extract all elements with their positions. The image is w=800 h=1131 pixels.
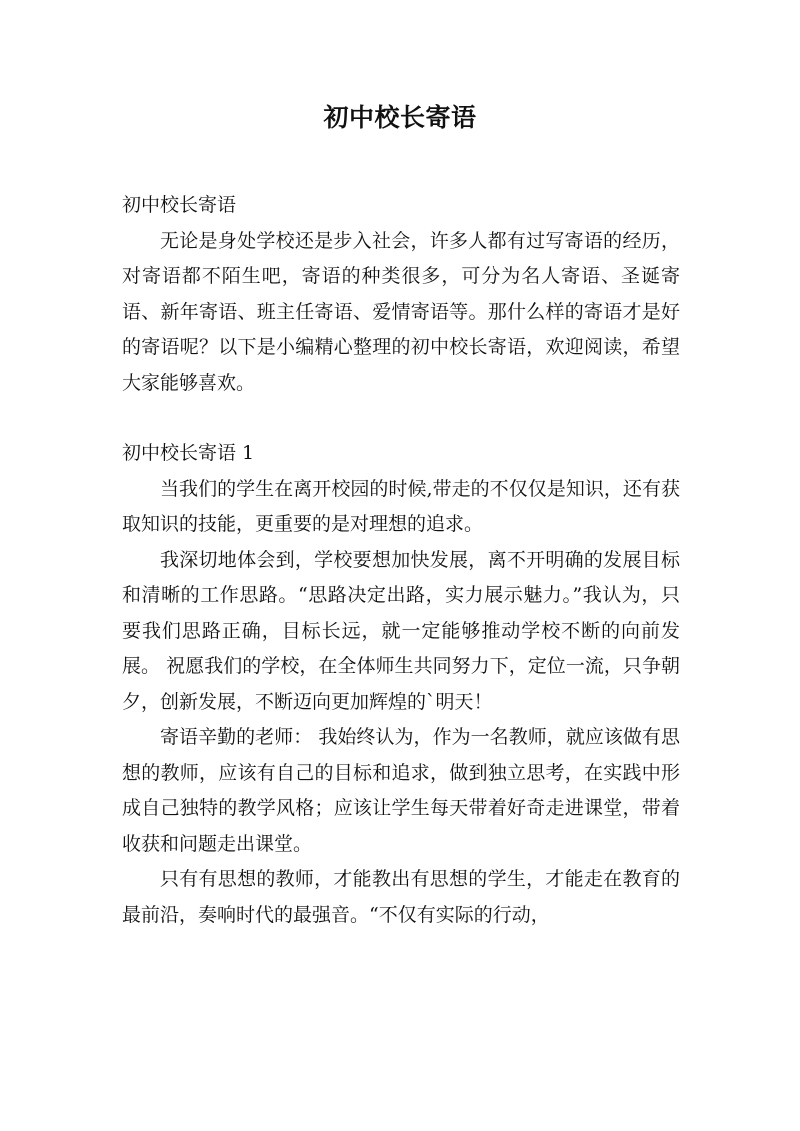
section1-paragraph-4: 只有有思想的教师，才能教出有思想的学生，才能走在教育的最前沿，奏响时代的最强音。“不仅有实际的行动， bbox=[122, 868, 680, 926]
intro-heading: 初中校长寄语 bbox=[122, 194, 237, 216]
section1-heading: 初中校长寄语 1 bbox=[122, 442, 255, 464]
intro-paragraph: 无论是身处学校还是步入社会，许多人都有过写寄语的经历，对寄语都不陌生吧，寄语的种类很多，可分为名人寄语、圣诞寄语、新年寄语、班主任寄语、爱情寄语等。那什么样的寄语才是好的寄语呢？以下是小编精心整理的初中校长寄语，欢迎阅读，希望大家能够喜欢。 bbox=[122, 229, 680, 394]
section-gap bbox=[122, 401, 680, 436]
section1-paragraph-3: 寄语辛勤的老师： 我始终认为，作为一名教师，就应该做有思想的教师，应该有自己的目标和追求，做到独立思考，在实践中形成自己独特的教学风格；应该让学生每天带着好奇走进课堂，带着收获和问题走出课堂。 bbox=[122, 726, 680, 855]
section1-paragraph-2: 我深切地体会到，学校要想加快发展，离不开明确的发展目标和清晰的工作思路。“思路决定出路，实力展示魅力。”我认为，只要我们思路正确，目标长远，就一定能够推动学校不断的向前发展。 祝愿我们的学校，在全体师生共同努力下，定位一流，只争朝夕，创新发展，不断迈向更加辉煌的`明天！ bbox=[122, 548, 680, 713]
section1-paragraph-1: 当我们的学生在离开校园的时候,带走的不仅仅是知识，还有获取知识的技能，更重要的是对理想的追求。 bbox=[122, 477, 680, 535]
document-title: 初中校长寄语 bbox=[323, 103, 477, 132]
document-body bbox=[122, 188, 680, 933]
